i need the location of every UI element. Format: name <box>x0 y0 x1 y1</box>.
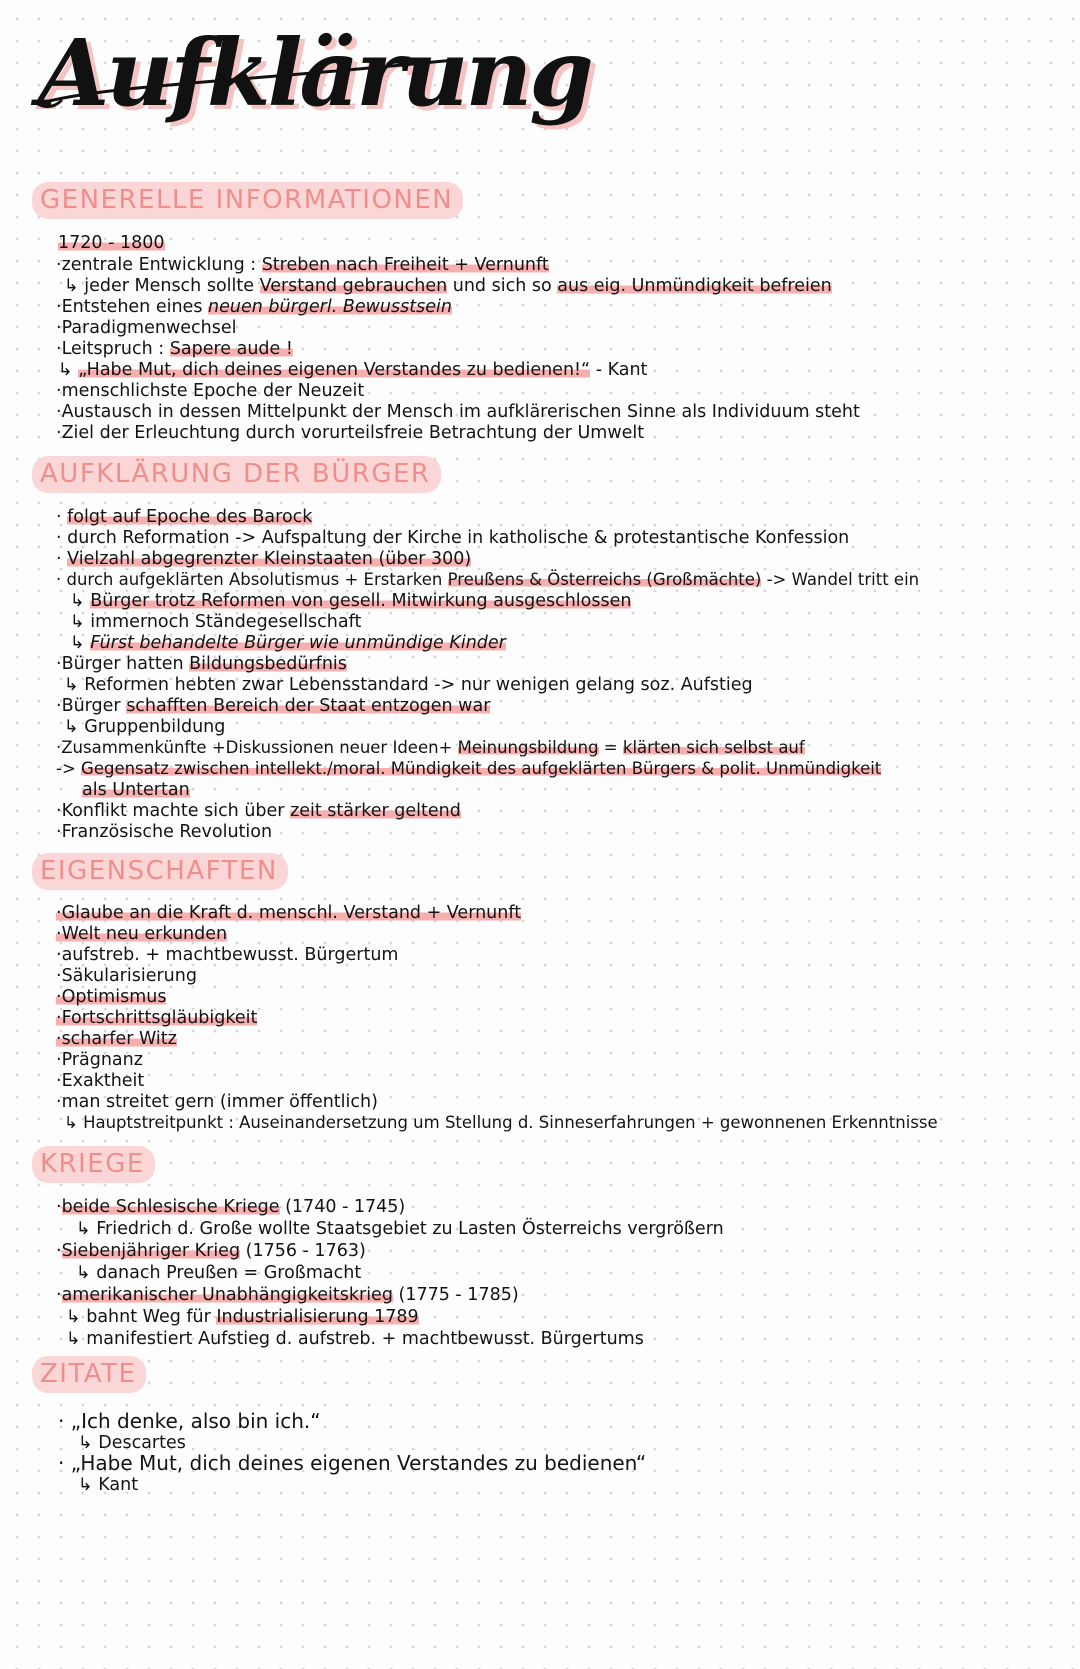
page-title: Aufklärung <box>38 19 591 127</box>
info-line <box>56 506 312 528</box>
highlight-text: Bürger trotz Reformen von gesell. Mitwirkung ausgeschlossen <box>90 591 632 611</box>
info-line <box>56 1196 405 1218</box>
highlight-text: zeit stärker geltend <box>290 801 461 821</box>
highlight-text: ·Welt neu erkunden <box>56 924 228 944</box>
info-line <box>70 632 506 654</box>
text: ·Konflikt machte sich über <box>56 801 291 821</box>
section-heading-buerger: AUFKLÄRUNG DER BÜRGER <box>32 456 441 493</box>
text: ↳ jeder Mensch sollte <box>64 276 260 296</box>
text: · <box>56 1197 62 1217</box>
highlight-text: schafften Bereich der Staat entzogen war <box>126 696 491 716</box>
highlight-text: klärten sich selbst auf <box>622 738 805 757</box>
quote-author: ↳ Descartes <box>78 1433 186 1453</box>
text: ↳ <box>70 591 91 611</box>
info-line <box>56 338 293 360</box>
highlight-text: ·Glaube an die Kraft d. menschl. Verstand + Vernunft <box>56 903 522 923</box>
section-heading-kriege: KRIEGE <box>32 1146 155 1183</box>
info-line <box>64 275 832 297</box>
highlight-text: Streben nach Freiheit + Vernunft <box>261 255 549 275</box>
highlight-text: amerikanischer Unabhängigkeitskrieg <box>61 1285 393 1305</box>
info-line <box>56 1240 366 1262</box>
info-line: ·Prägnanz <box>56 1050 143 1070</box>
quote-line: · „Habe Mut, dich deines eigenen Verstandes zu bedienen“ <box>58 1451 647 1475</box>
highlight-text: als Untertan <box>82 780 190 800</box>
text: (1775 - 1785) <box>392 1285 519 1305</box>
text: -> <box>56 759 82 778</box>
info-line <box>56 986 166 1008</box>
text: (1756 - 1763) <box>240 1241 366 1261</box>
info-line <box>56 695 490 717</box>
highlight-text: Kleinstaaten (über 300) <box>263 549 472 569</box>
info-line <box>82 779 190 801</box>
text: ·Bürger <box>56 696 127 716</box>
text: · <box>56 549 68 569</box>
info-line <box>56 1028 177 1050</box>
highlight-text: aus eig. Unmündigkeit befreien <box>557 276 832 296</box>
info-line: ↳ danach Preußen = Großmacht <box>76 1263 362 1283</box>
info-line <box>56 254 549 276</box>
highlight-text: ·Fortschrittsgläubigkeit <box>56 1008 258 1028</box>
section-heading-zitate: ZITATE <box>32 1356 146 1393</box>
text: · durch aufgeklärten Absolutismus + Erstarken <box>56 570 448 589</box>
highlight-text: 1720 - 1800 <box>58 233 165 253</box>
info-line: ↳ Gruppenbildung <box>64 717 226 737</box>
highlight-text: „Habe Mut, dich deines eigenen Verstandes zu bedienen!“ <box>78 360 591 380</box>
info-line <box>56 923 227 945</box>
info-line <box>56 758 881 780</box>
info-line <box>70 590 631 612</box>
text: - Kant <box>590 360 648 380</box>
highlight-text: Verstand gebrauchen <box>259 276 448 296</box>
info-line <box>56 653 347 675</box>
info-line: ↳ Hauptstreitpunkt : Auseinandersetzung um Stellung d. Sinneserfahrungen + gewonnenen Erkenntnisse <box>64 1113 938 1132</box>
info-line: ·Säkularisierung <box>56 966 197 986</box>
text: ·Entstehen eines <box>56 297 208 317</box>
highlight-text: Industrialisierung 1789 <box>216 1307 419 1327</box>
highlight-text: Preußens & Österreichs (Großmächte) <box>447 570 762 589</box>
info-line: ↳ immernoch Ständegesellschaft <box>70 612 362 632</box>
info-line: · durch Reformation -> Aufspaltung der Kirche in katholische & protestantische Konfession <box>56 528 850 548</box>
info-line: ·Ziel der Erleuchtung durch vorurteilsfreie Betrachtung der Umwelt <box>56 423 645 443</box>
info-line: ·Französische Revolution <box>56 822 273 842</box>
quote-line: · „Ich denke, also bin ich.“ <box>58 1409 321 1433</box>
section-heading-eigenschaften: EIGENSCHAFTEN <box>32 853 288 890</box>
text: · <box>56 1241 62 1261</box>
text: -> Wandel tritt ein <box>761 570 920 589</box>
info-line: ·Austausch in dessen Mittelpunkt der Mensch im aufklärerischen Sinne als Individuum steht <box>56 402 860 422</box>
info-line <box>56 569 919 591</box>
text: ·Leitspruch : <box>56 339 170 359</box>
text: ·zentrale Entwicklung : <box>56 255 262 275</box>
info-line <box>58 232 165 254</box>
info-line <box>56 1284 519 1306</box>
highlight-text: Bildungsbedürfnis <box>189 654 347 674</box>
info-line <box>56 1007 257 1029</box>
info-line <box>56 548 471 570</box>
text: und sich so <box>447 276 558 296</box>
text: ·Zusammenkünfte +Diskussionen neuer Ideen+ <box>56 738 458 757</box>
info-line: ·Paradigmenwechsel <box>56 318 237 338</box>
text: · <box>56 507 68 527</box>
highlight-text: Vielzahl abgegrenzter <box>67 549 264 569</box>
info-line: ·Exaktheit <box>56 1071 145 1091</box>
highlight-text: neuen bürgerl. Bewusstsein <box>208 297 452 317</box>
info-line <box>56 296 452 318</box>
title-underline-swash <box>36 56 456 116</box>
highlight-text: Sapere aude ! <box>169 339 293 359</box>
highlight-text: ·Optimismus <box>56 987 167 1007</box>
text: ↳ <box>58 360 79 380</box>
text: ↳ <box>70 633 91 653</box>
highlight-text: folgt auf Epoche des Barock <box>67 507 313 527</box>
info-line: ·aufstreb. + machtbewusst. Bürgertum <box>56 945 399 965</box>
info-line <box>56 737 805 759</box>
highlight-text: Fürst behandelte Bürger wie unmündige Kinder <box>90 633 506 653</box>
info-line <box>58 359 647 381</box>
info-line: ↳ Friedrich d. Große wollte Staatsgebiet zu Lasten Österreichs vergrößern <box>76 1219 724 1239</box>
info-line: ·menschlichste Epoche der Neuzeit <box>56 381 365 401</box>
info-line <box>56 902 521 924</box>
info-line: ↳ Reformen hebten zwar Lebensstandard -> nur wenigen gelang soz. Aufstieg <box>64 675 753 695</box>
highlight-text: Meinungsbildung <box>457 738 599 757</box>
section-heading-general: GENERELLE INFORMATIONEN <box>32 182 463 219</box>
text: · <box>56 1285 62 1305</box>
quote-author: ↳ Kant <box>78 1475 139 1495</box>
highlight-text: beide Schlesische Kriege <box>61 1197 280 1217</box>
text: (1740 - 1745) <box>279 1197 406 1217</box>
info-line <box>56 800 461 822</box>
text: ·Bürger hatten <box>56 654 190 674</box>
info-line: ↳ manifestiert Aufstieg d. aufstreb. + machtbewusst. Bürgertums <box>66 1329 644 1349</box>
text: ↳ bahnt Weg für <box>66 1307 217 1327</box>
info-line: ·man streitet gern (immer öffentlich) <box>56 1092 378 1112</box>
info-line <box>66 1306 419 1328</box>
highlight-text: ·scharfer Witz <box>56 1029 177 1049</box>
text: = <box>598 738 623 757</box>
highlight-text: Siebenjähriger Krieg <box>61 1241 241 1261</box>
highlight-text: Gegensatz zwischen intellekt./moral. Mündigkeit des aufgeklärten Bürgers & polit. Unmündigkeit <box>81 759 882 778</box>
